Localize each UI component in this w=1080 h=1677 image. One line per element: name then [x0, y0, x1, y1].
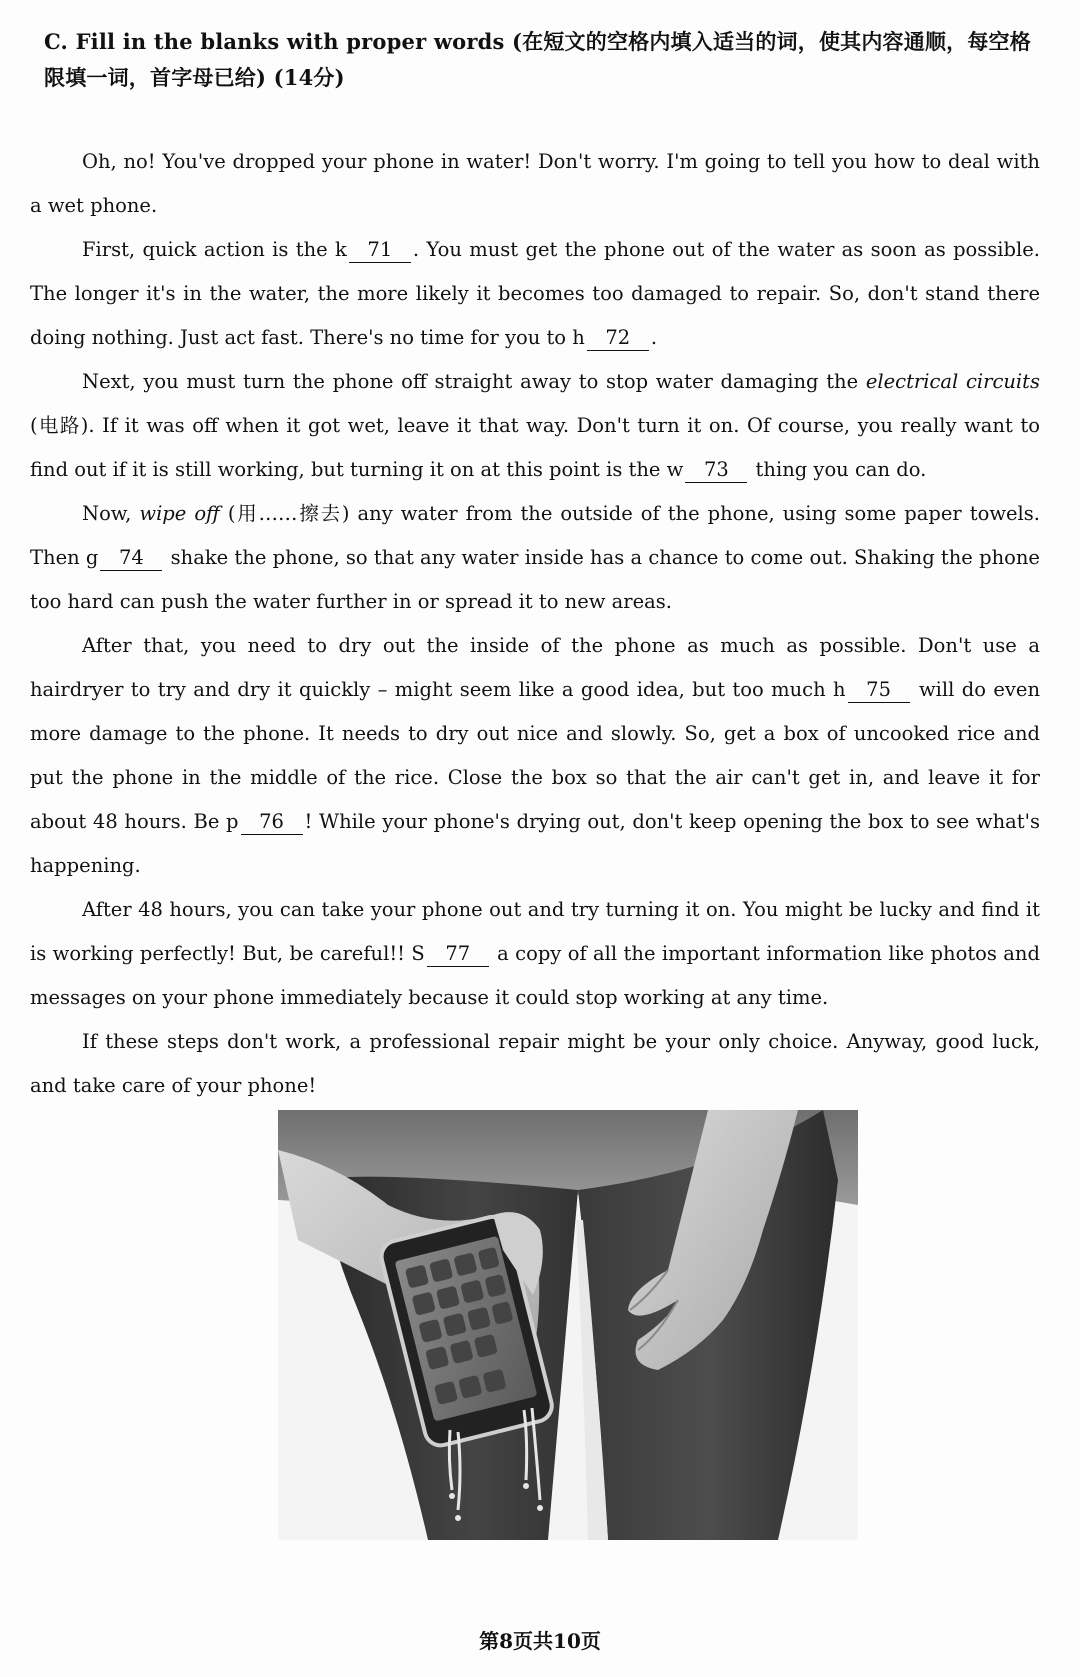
paragraph-5: [30, 624, 1040, 888]
paragraph-3-text-b: (电路). If it was off when it got wet, leave it that way. Don't turn it on. Of course, you really want to find out if it is still working, but turning it on at this point is the w: [30, 414, 1040, 481]
paragraph-7: [30, 1020, 1040, 1108]
paragraph-4-text-b: (用……擦去) any water from the outside of the phone, using some paper towels. Then g: [30, 502, 1040, 569]
paragraph-2-text-a: First, quick action is the k: [82, 238, 347, 261]
blank-74[interactable]: 74: [100, 546, 162, 571]
blank-71[interactable]: 71: [349, 238, 411, 263]
blank-77[interactable]: 77: [427, 942, 489, 967]
paragraph-4-text-a: Now,: [82, 502, 140, 525]
paragraph-2: [30, 228, 1040, 360]
paragraph-6-text-a: After 48 hours, you can take your phone out and try turning it on. You might be lucky and find it is working perfectly! But, be careful!! S: [30, 898, 1040, 965]
paragraph-7-text: If these steps don't work, a professional repair might be your only choice. Anyway, good luck, and take care of your phone!: [30, 1030, 1040, 1097]
blank-75[interactable]: 75: [848, 678, 910, 703]
paragraph-5-text-a: After that, you need to dry out the inside of the phone as much as possible. Don't use a hairdryer to try and dry it quickly – might seem like a good idea, but too much h: [30, 634, 1040, 701]
page-number: 第8页共10页: [479, 1629, 601, 1653]
term-electrical-circuits: electrical circuits: [865, 370, 1041, 393]
blank-72[interactable]: 72: [587, 326, 649, 351]
term-wipe-off: wipe off: [139, 502, 220, 525]
paragraph-6: [30, 888, 1040, 1020]
wet-phone-photo: [278, 1110, 858, 1540]
paragraph-6-text-b: a copy of all the important information like photos and messages on your phone immediately because it could stop working at any time.: [30, 942, 1040, 1009]
paragraph-4-text-c: shake the phone, so that any water inside has a chance to come out. Shaking the phone too hard can push the water further in or spread it to new areas.: [30, 546, 1040, 613]
paragraph-4: [30, 492, 1040, 624]
paragraph-5-text-c: ! While your phone's drying out, don't keep opening the box to see what's happening.: [30, 810, 1041, 877]
section-title: C. Fill in the blanks with proper words (在短文的空格内填入适当的词，使其内容通顺，每空格限填一词，首字母已给) (14分): [44, 29, 1031, 90]
paragraph-1: [30, 140, 1040, 228]
paragraph-1-text: Oh, no! You've dropped your phone in water! Don't worry. I'm going to tell you how to deal with a wet phone.: [30, 150, 1040, 217]
paragraph-3-text-a: Next, you must turn the phone off straight away to stop water damaging the: [82, 370, 866, 393]
paragraph-3: [30, 360, 1040, 492]
paragraph-5-text-b: will do even more damage to the phone. It needs to dry out nice and slowly. So, get a box of uncooked rice and put the phone in the middle of the rice. Close the box so that the air can't get in, and leave it for about 48 hours. Be p: [30, 678, 1041, 833]
paragraph-3-text-c: thing you can do.: [749, 458, 927, 481]
reading-passage: [30, 140, 1040, 1108]
blank-76[interactable]: 76: [241, 810, 303, 835]
paragraph-2-text-c: .: [650, 326, 658, 349]
paragraph-2-text-b: . You must get the phone out of the water as soon as possible. The longer it's in the water, the more likely it becomes too damaged to repair. So, don't stand there doing nothing. Just act fast. There's no time for you to h: [30, 238, 1040, 349]
blank-73[interactable]: 73: [685, 458, 747, 483]
